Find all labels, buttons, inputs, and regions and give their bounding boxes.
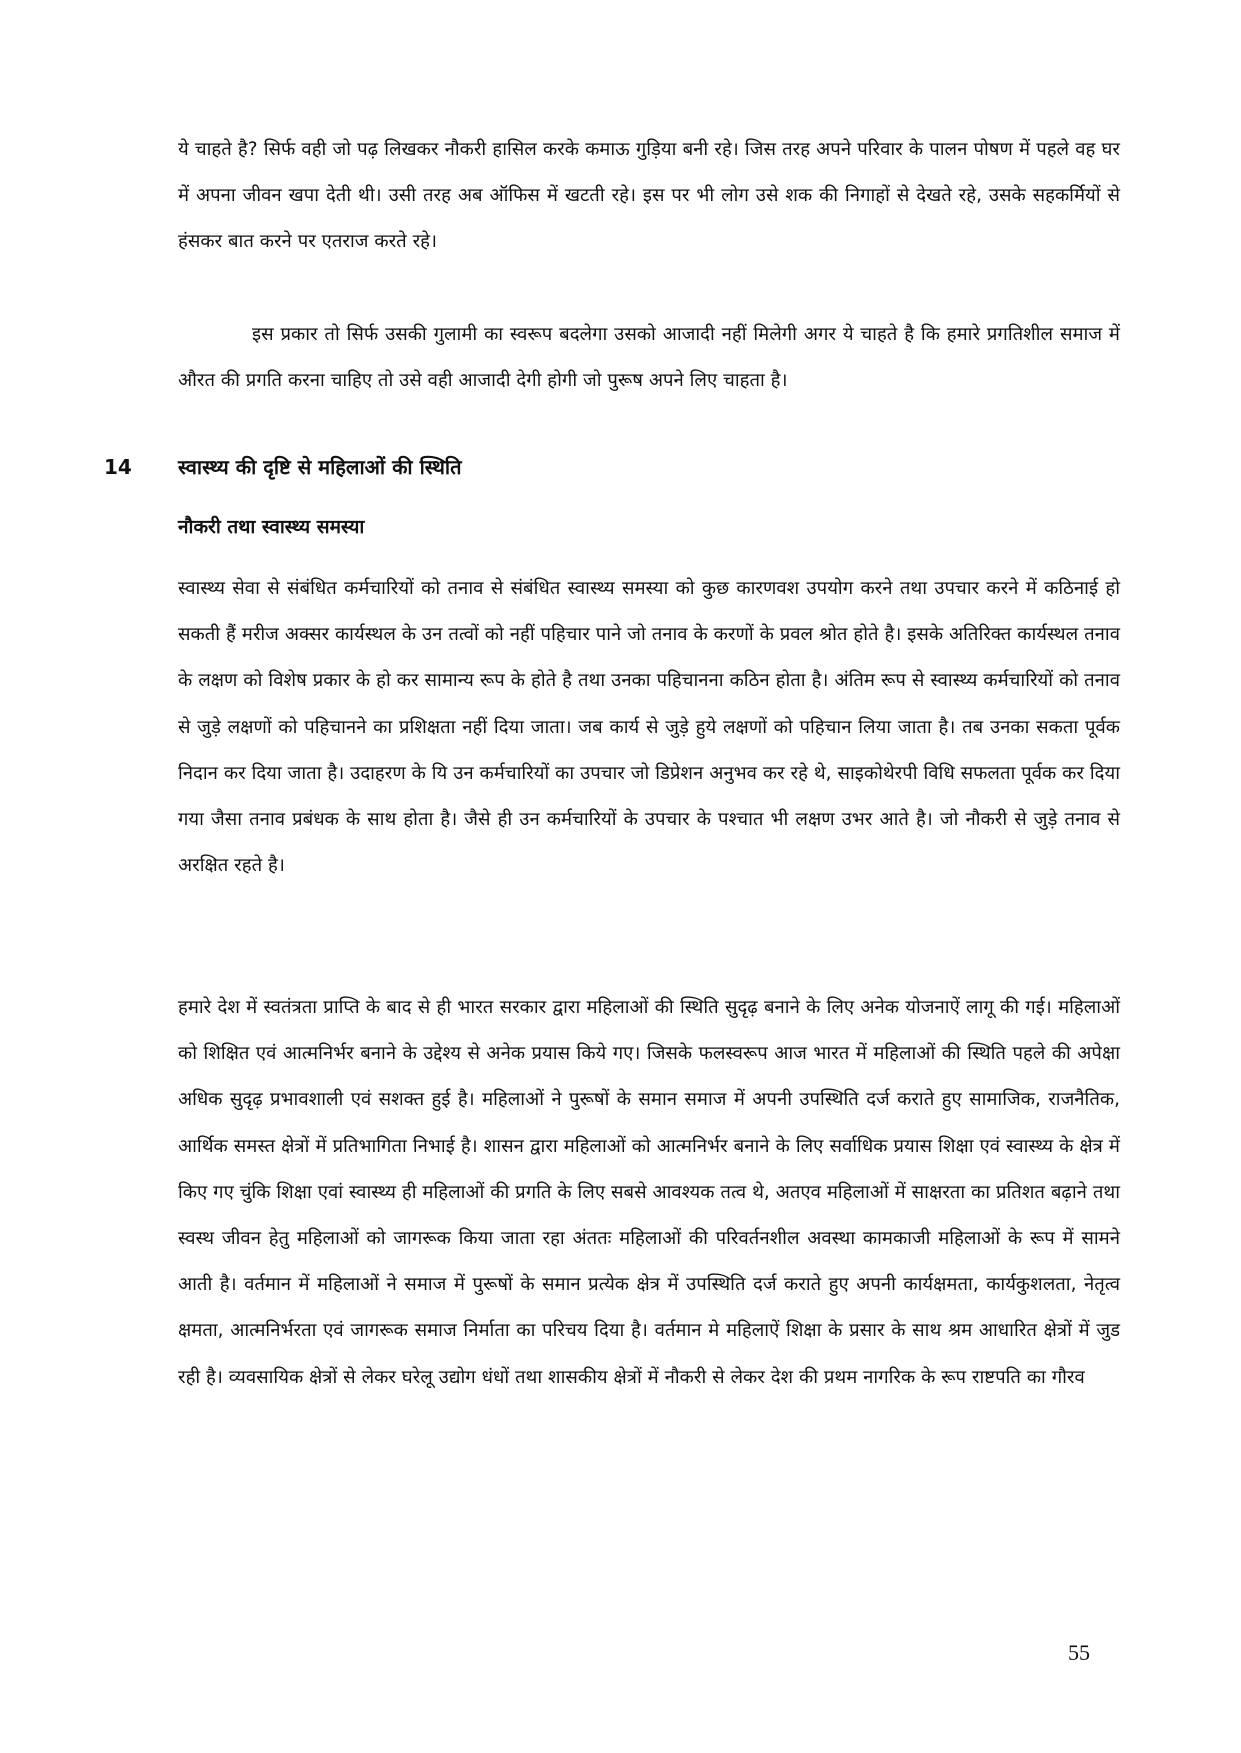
paragraph-health-stress: स्वास्थ्य सेवा से संबंधित कर्मचारियों को तनाव से संबंधित स्वास्थ्य समस्या को कुछ कारणवश उपयोग करने तथा उपचार करने में कठिनाई हो सकती हैं मरीज अक्सर कार्यस्थल के उन तत्वों को नहीं पहिचार पाने जो तनाव के करणों के प्रवल श्रोत होते है। इसके अतिरिक्त कार्यस्थल तनाव के लक्षण को विशेष प्रकार के हो कर सामान्य रूप के होते है तथा उनका पहिचानना कठिन होता है। अंतिम रूप से स्वास्थ्य कर्मचारियों को तनाव से जुड़े लक्षणों को पहिचानने का प्रशिक्षता नहीं दिया जाता। जब कार्य से जुड़े हुये लक्षणों को पहिचान लिया जाता है। तब उनका सकता पूर्वक निदान कर दिया जाता है। उदाहरण के यि उन कर्मचारियों का उपचार जो डिप्रेशन अनुभव कर रहे थे, साइकोथेरपी विधि सफलता पूर्वक कर दिया गया जैसा तनाव प्रबंधक के साथ होता है। जैसे ही उन कर्मचारियों के उपचार के पश्चात भी लक्षण उभर आते है। जो नौकरी से जुड़े तनाव से अरक्षित रहते है।	[178, 578, 1120, 877]
paragraph-freedom: इस प्रकार तो सिर्फ उसकी गुलामी का स्वरूप बदलेगा उसको आजादी नहीं मिलेगी अगर ये चाहते है कि हमारे प्रगतिशील समाज में औरत की प्रगति करना चाहिए तो उसे वही आजादी देगी होगी जो पुरूष अपने लिए चाहता है।	[178, 324, 1120, 392]
paragraph-continuation: ये चाहते है? सिर्फ वही जो पढ़ लिखकर नौकरी हासिल करके कमाऊ गुड़िया बनी रहे। जिस तरह अपने परिवार के पालन पोषण में पहले वह घर में अपना जीवन खपा देती थी। उसी तरह अब ऑफिस में खटती रहे। इस पर भी लोग उसे शक की निगाहों से देखते रहे, उसके सहकर्मियों से हंसकर बात करने पर एतराज करते रहे।	[178, 139, 1120, 253]
subsection-title: नौकरी तथा स्वास्थ्य समस्या	[178, 516, 365, 538]
section-title: स्वास्थ्य की दृष्टि से महिलाओं की स्थिति	[178, 455, 462, 479]
section-number: 14	[104, 455, 132, 479]
paragraph-women-status: हमारे देश में स्वतंत्रता प्राप्ति के बाद से ही भारत सरकार द्वारा महिलाओं की स्थिति सुदृढ़ बनाने के लिए अनेक योजनाऐं लागू की गई। महिलाओं को शिक्षित एवं आत्मनिर्भर बनाने के उद्देश्य से अनेक प्रयास किये गए। जिसके फलस्वरूप आज भारत में महिलाओं की स्थिति पहले की अपेक्षा अधिक सुदृढ़ प्रभावशाली एवं सशक्त हुई है। महिलाओं ने पुरूषों के समान समाज में अपनी उपस्थिति दर्ज कराते हुए सामाजिक, राजनैतिक, आर्थिक समस्त क्षेत्रों में प्रतिभागिता निभाई है। शासन द्वारा महिलाओं को आत्मनिर्भर बनाने के लिए सर्वाधिक प्रयास शिक्षा एवं स्वास्थ्य के क्षेत्र में किए गए चुंकि शिक्षा एवां स्वास्थ्य ही महिलाओं की प्रगति के लिए सबसे आवश्यक तत्व थे, अतएव महिलाओं में साक्षरता का प्रतिशत बढ़ाने तथा स्वस्थ जीवन हेतु महिलाओं को जागरूक किया जाता रहा अंततः महिलाओं की परिवर्तनशील अवस्था कामकाजी महिलाओं के रूप में सामने आती है। वर्तमान में महिलाओं ने समाज में पुरूषों के समान प्रत्येक क्षेत्र में उपस्थिति दर्ज कराते हुए अपनी कार्यक्षमता, कार्यकुशलता, नेतृत्व क्षमता, आत्मनिर्भरता एवं जागरूक समाज निर्माता का परिचय दिया है। वर्तमान मे महिलाऐं शिक्षा के प्रसार के साथ श्रम आधारित क्षेत्रों में जुड रही है। व्यवसायिक क्षेत्रों से लेकर घरेलू उद्योग धंधों तथा शासकीय क्षेत्रों में नौकरी से लेकर देश की प्रथम नागरिक के रूप राष्टपति का गौरव	[178, 997, 1120, 1388]
page-number: 55	[1068, 1640, 1090, 1665]
